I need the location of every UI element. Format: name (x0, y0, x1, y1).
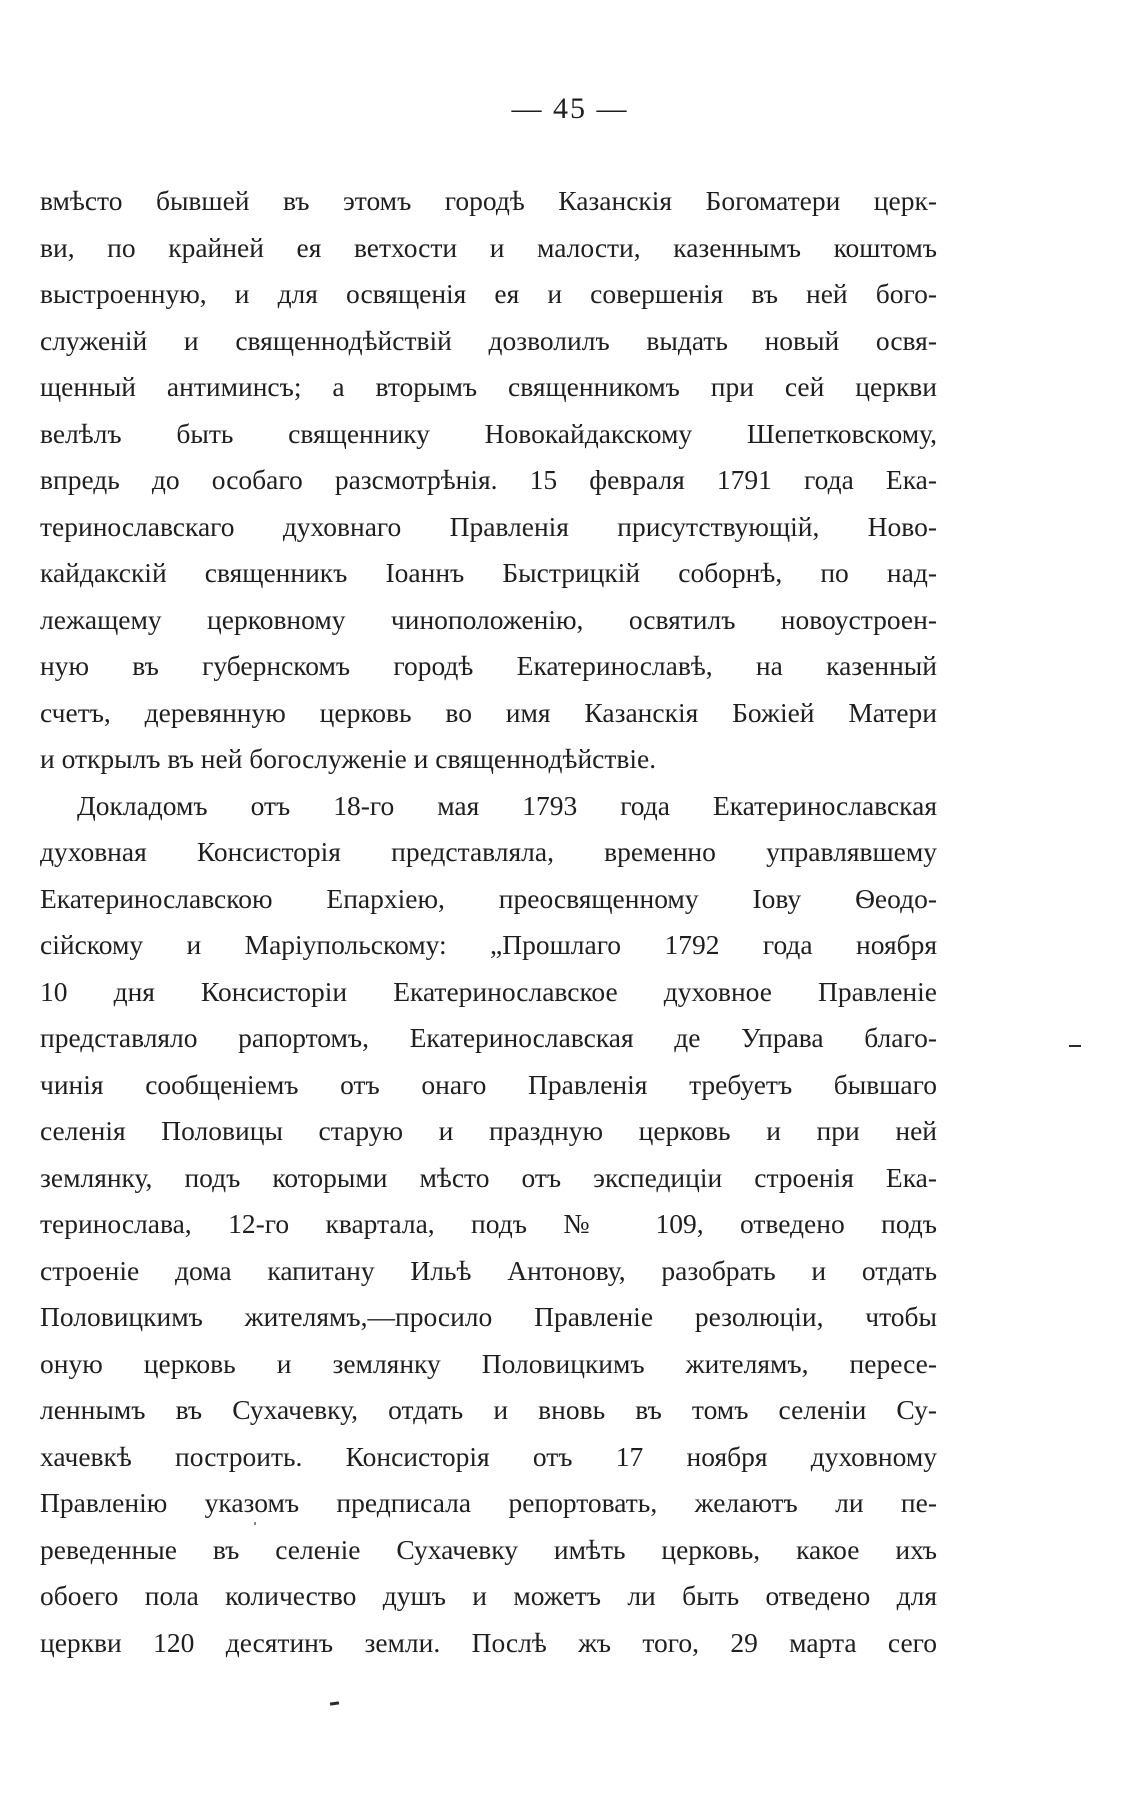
paragraph-last-line: и открылъ въ ней богослуженіе и священнодѣйствіе. (40, 743, 657, 774)
text-line: впредь до особаго разсмотрѣнія. 15 февраля 1791 года Ека- (40, 464, 937, 495)
text-line: 10 дня Консисторіи Екатеринославское духовное Правленіе (40, 975, 937, 1007)
scan-speck (1069, 1045, 1081, 1047)
text-line: теринославскаго духовнаго Правленія присутствующій, Ново- (40, 510, 937, 542)
text-line: велѣлъ быть священнику Новокайдакскому Шепетковскому, (40, 417, 937, 449)
text-line: леннымъ въ Сухачевку, отдать и вновь въ томъ селеніи Су- (40, 1394, 937, 1425)
text-line: хачевкѣ построить. Консисторія отъ 17 ноября духовному (40, 1440, 937, 1472)
text-line: ную въ губернскомъ городѣ Екатеринославѣ, на казенный (40, 650, 937, 681)
text-line: служеній и священнодѣйствій дозволилъ выдать новый освя- (40, 324, 937, 356)
text-line: землянку, подъ которыми мѣсто отъ экспедиціи строенія Ека- (40, 1161, 937, 1193)
page-number: — 45 — (511, 92, 629, 125)
text-line: сійскому и Маріупольскому: „Прошлаго 1792 года ноября (40, 929, 937, 960)
text-line: строеніе дома капитану Ильѣ Антонову, разобрать и отдать (40, 1254, 937, 1286)
text-line: выстроенную, и для освященія ея и совершенія въ ней бого- (40, 278, 937, 309)
text-line: представляло рапортомъ, Екатеринославская де Управа благо- (40, 1022, 937, 1053)
body-text (40, 178, 937, 1666)
text-line: вмѣсто бывшей въ этомъ городѣ Казанскія Богоматери церк- (40, 185, 937, 216)
text-line: реведенные въ селеніе Сухачевку имѣть церковь, какое ихъ (40, 1533, 937, 1565)
text-line: чинія сообщеніемъ отъ онаго Правленія требуетъ бывшаго (40, 1068, 937, 1100)
text-line: счетъ, деревянную церковь во имя Казанскія Божіей Матери (40, 696, 937, 728)
text-line: оную церковь и землянку Половицкимъ жителямъ, пересе- (40, 1347, 937, 1379)
scan-speck (330, 1701, 339, 1705)
text-line: Екатеринославскою Епархіею, преосвященному Іову Ѳеодо- (40, 882, 937, 914)
text-line: ви, по крайней ея ветхости и малости, казеннымъ коштомъ (40, 231, 937, 263)
text-line: теринослава, 12-го квартала, подъ № 109, отведено подъ (40, 1208, 937, 1239)
text-line: Правленію указомъ предписала репортовать, желаютъ ли пе- (40, 1487, 937, 1518)
text-line: церкви 120 десятинъ земли. Послѣ жъ того, 29 марта сего (40, 1626, 937, 1658)
text-line: щенный антиминсъ; а вторымъ священникомъ при сей церкви (40, 371, 937, 402)
paragraph-first-line: Докладомъ отъ 18-го мая 1793 года Екатеринославская (77, 789, 937, 821)
text-line: Половицкимъ жителямъ,—просило Правленіе резолюціи, чтобы (40, 1301, 937, 1332)
scan-speck (254, 1522, 256, 1525)
text-line: духовная Консисторія представляла, временно управлявшему (40, 836, 937, 867)
text-line: обоего пола количество душъ и можетъ ли быть отведено для (40, 1580, 937, 1611)
text-line: лежащему церковному чиноположенію, освятилъ новоустроен- (40, 603, 937, 635)
text-line: селенія Половицы старую и праздную церковь и при ней (40, 1115, 937, 1146)
text-line: кайдакскій священникъ Іоаннъ Быстрицкій соборнѣ, по над- (40, 557, 937, 588)
